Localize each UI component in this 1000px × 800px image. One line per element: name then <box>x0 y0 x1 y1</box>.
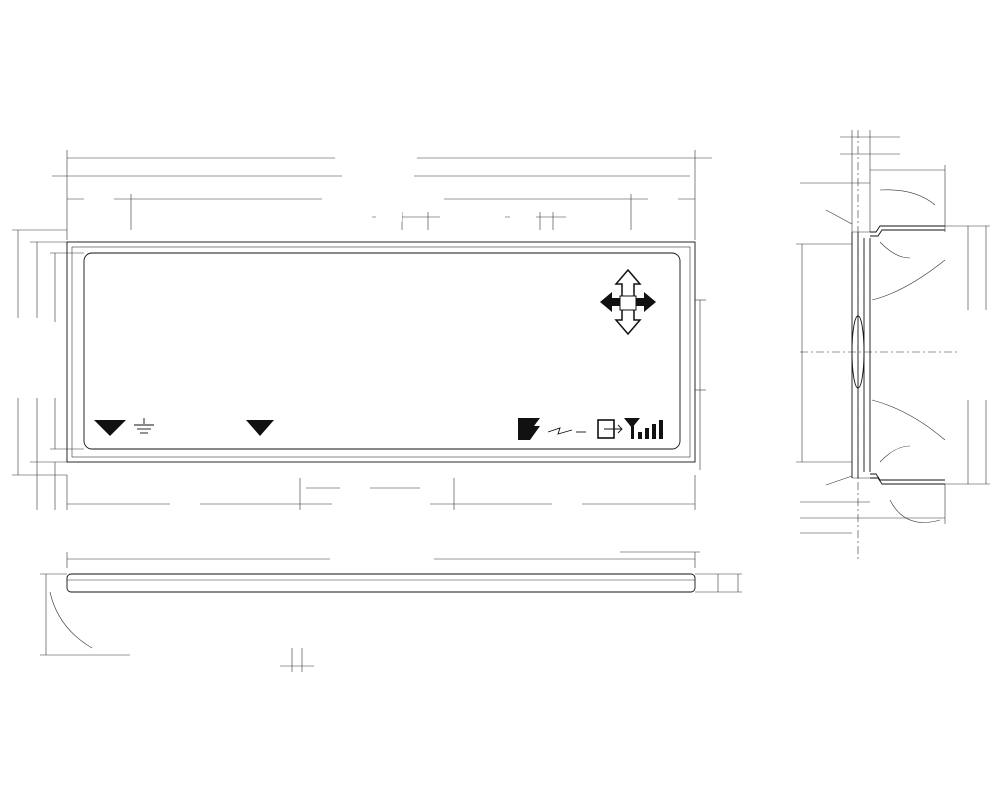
front-view <box>7 150 712 510</box>
down-arrow-icon-2 <box>246 420 274 436</box>
section-view <box>796 130 990 560</box>
signal-strength-icon <box>624 418 663 439</box>
card-flag-icon <box>518 418 540 440</box>
quadrant-arrows-icon <box>600 270 656 334</box>
ground-icon <box>134 418 154 433</box>
side-view <box>40 552 742 672</box>
card-insert-icon <box>598 420 622 438</box>
broken-link-icon <box>548 428 586 434</box>
down-arrow-icon <box>94 420 126 436</box>
side-glass-outline <box>67 574 695 592</box>
viewing-area <box>84 253 680 449</box>
